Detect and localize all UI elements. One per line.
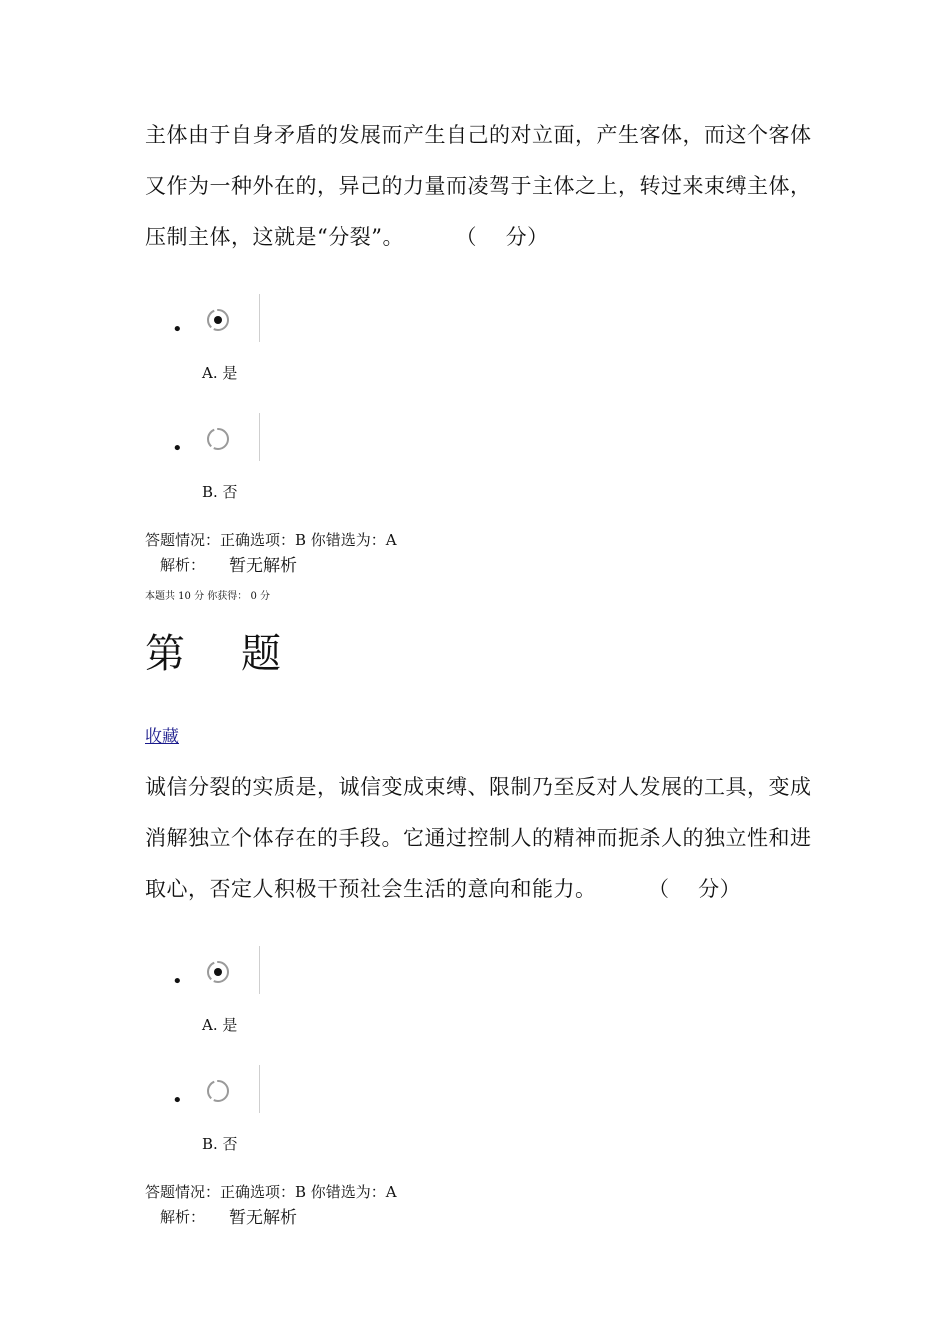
bullet-icon: • (172, 438, 183, 459)
question-2-result: 答题情况：正确选项：B 你错选为：A (145, 1183, 397, 1201)
radio-unselected-icon[interactable] (206, 1079, 230, 1103)
question-1-analysis (160, 554, 297, 576)
question-2-line-3-text: 取心，否定人积极干预社会生活的意向和能力。 (145, 877, 597, 901)
question-2-line-1: 诚信分裂的实质是，诚信变成束缚、限制乃至反对人发展的工具，变成 (145, 775, 812, 799)
question-2-option-b[interactable] (172, 1077, 472, 1177)
bullet-icon: • (172, 1090, 183, 1111)
question-2-option-a-label: A. 是 (202, 1016, 238, 1034)
question-2-option-a[interactable] (172, 958, 472, 1058)
question-1-result: 答题情况：正确选项：B 你错选为：A (145, 531, 397, 549)
question-2-heading-char-1: 第 (145, 631, 185, 677)
question-2-score-mark: （ 分） (658, 877, 742, 901)
option-divider (259, 946, 260, 994)
question-2-analysis-value: 暂无解析 (229, 1208, 297, 1228)
question-1-line-2: 又作为一种外在的，异己的力量而凌驾于主体之上，转过来束缚主体， (145, 174, 812, 198)
favorite-link[interactable]: 收藏 (145, 727, 179, 747)
question-1-option-b[interactable] (172, 425, 472, 525)
question-1-option-b-label: B. 否 (202, 483, 238, 501)
radio-selected-icon[interactable] (206, 308, 230, 332)
question-1-option-a-label: A. 是 (202, 364, 238, 382)
question-2-option-b-label: B. 否 (202, 1135, 238, 1153)
question-1-option-a[interactable] (172, 306, 472, 406)
question-2-analysis (160, 1206, 297, 1228)
question-1-analysis-label: 解析： (160, 556, 206, 574)
question-1-line-1: 主体由于自身矛盾的发展而产生自己的对立面，产生客体，而这个客体 (145, 123, 812, 147)
radio-unselected-icon[interactable] (206, 427, 230, 451)
bullet-icon: • (172, 319, 183, 340)
question-1-text (145, 110, 825, 263)
option-divider (259, 294, 260, 342)
question-2-line-3 (145, 864, 825, 915)
radio-selected-icon[interactable] (206, 960, 230, 984)
question-2-line-2: 消解独立个体存在的手段。它通过控制人的精神而扼杀人的独立性和进 (145, 826, 812, 850)
option-divider (259, 413, 260, 461)
question-1-score-mark: （ 分） (465, 225, 549, 249)
question-1-line-3 (145, 212, 825, 263)
question-2-heading-char-2: 题 (241, 631, 281, 677)
question-2-analysis-label: 解析： (160, 1208, 206, 1226)
question-2-number-heading (145, 630, 281, 678)
question-2-text (145, 762, 825, 915)
option-divider (259, 1065, 260, 1113)
question-1-score-line: 本题共 10 分 你获得： 0 分 (145, 591, 270, 602)
question-1-analysis-value: 暂无解析 (229, 556, 297, 576)
bullet-icon: • (172, 971, 183, 992)
question-1-line-3-text: 压制主体，这就是“分裂”。 (145, 225, 404, 249)
